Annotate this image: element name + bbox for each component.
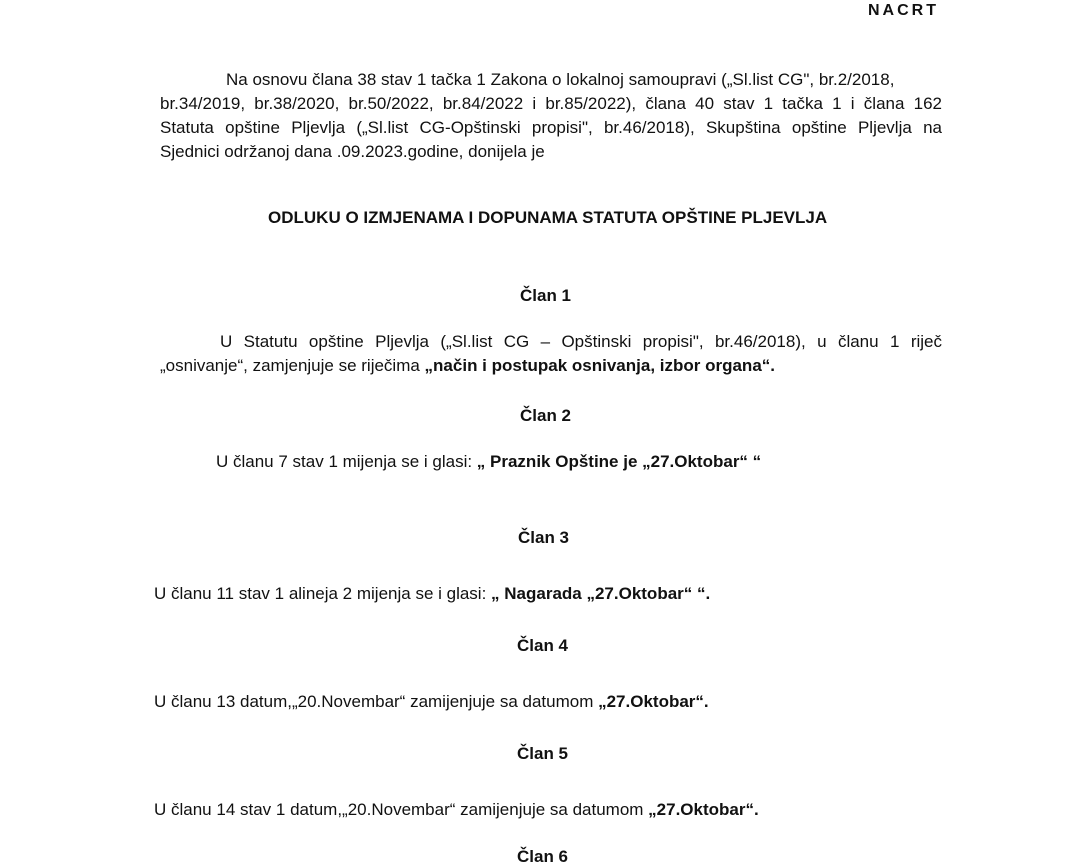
article-1-heading: Član 1	[520, 286, 572, 305]
article-1-emphasis: „način i postupak osnivanja, izbor organa“.	[424, 356, 775, 375]
article-1-line-2	[160, 356, 775, 376]
article-2-heading: Član 2	[520, 406, 572, 425]
article-4-text-line	[154, 692, 709, 712]
article-2-text-line	[216, 452, 761, 472]
article-5-emphasis: „27.Oktobar“.	[648, 800, 759, 819]
preamble-line-4: Sjednici održanoj dana .09.2023.godine, donijela je	[160, 142, 545, 161]
article-3-text-line	[154, 584, 710, 604]
article-6-heading: Član 6	[517, 847, 569, 866]
article-1-line-1: U Statutu opštine Pljevlja („Sl.list CG – Opštinski propisi", br.46/2018), u članu 1 riječ	[220, 332, 942, 351]
article-1-text: „osnivanje“, zamjenjuje se riječima	[160, 356, 425, 375]
draft-stamp: NACRT	[868, 2, 939, 19]
article-5-text: U članu 14 stav 1 datum,„20.Novembar“ zamijenjuje sa datumom	[154, 800, 649, 819]
article-5-heading: Član 5	[517, 744, 569, 763]
decision-title: ODLUKU O IZMJENAMA I DOPUNAMA STATUTA OPŠTINE PLJEVLJA	[268, 208, 828, 227]
article-2-text: U članu 7 stav 1 mijenja se i glasi:	[216, 452, 477, 471]
article-5-text-line	[154, 800, 759, 820]
preamble-line-2: br.34/2019, br.38/2020, br.50/2022, br.84/2022 i br.85/2022), člana 40 stav 1 tačka 1 i člana 162	[160, 94, 942, 113]
preamble-line-3: Statuta opštine Pljevlja („Sl.list CG-Opštinski propisi", br.46/2018), Skupština opštine Pljevlja na	[160, 118, 942, 137]
article-4-text: U članu 13 datum,„20.Novembar“ zamijenjuje sa datumom	[154, 692, 599, 711]
article-3-emphasis: „ Nagarada „27.Oktobar“ “.	[491, 584, 711, 603]
article-4-heading: Član 4	[517, 636, 569, 655]
article-3-text: U članu 11 stav 1 alineja 2 mijenja se i glasi:	[154, 584, 492, 603]
article-2-emphasis: „ Praznik Opštine je „27.Oktobar“ “	[476, 452, 762, 471]
article-3-heading: Član 3	[518, 528, 570, 547]
article-4-emphasis: „27.Oktobar“.	[598, 692, 709, 711]
preamble-line-1: Na osnovu člana 38 stav 1 tačka 1 Zakona o lokalnoj samoupravi („Sl.list CG", br.2/2018,	[226, 70, 895, 89]
